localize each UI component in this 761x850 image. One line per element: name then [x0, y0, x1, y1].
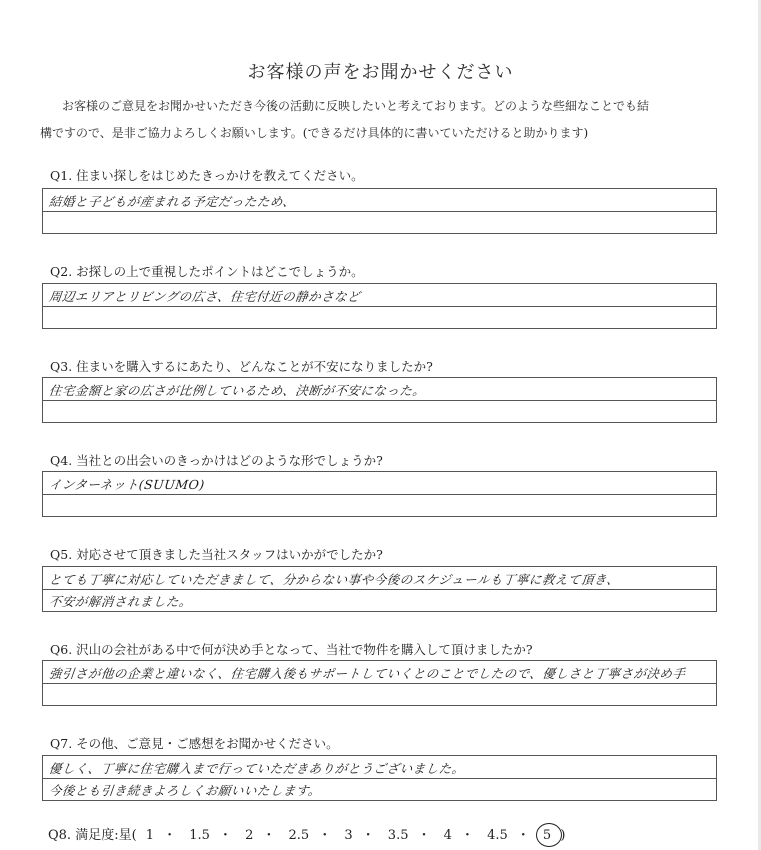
rating-separator: ・ — [163, 828, 177, 843]
answer-5-box — [42, 566, 717, 612]
rating-option-2[interactable]: 2 — [245, 828, 254, 843]
answer-ruled-line — [43, 211, 716, 212]
question-2-label: Q2. お探しの上で重視したポイントはどこでしょうか。 — [50, 264, 364, 279]
answer-6-box — [42, 660, 717, 706]
page-title: お客様の声をお聞かせください — [247, 62, 514, 83]
answer-ruled-line — [43, 494, 716, 495]
question-7-label: Q7. その他、ご意見・ご感想をお聞かせください。 — [50, 736, 339, 751]
question-1-label: Q1. 住まい探しをはじめたきっかけを教えてください。 — [50, 168, 364, 183]
rating-separator: ・ — [262, 828, 276, 843]
rating-option-2-5[interactable]: 2.5 — [288, 828, 310, 843]
answer-7-line-2: 今後とも引き続きよろしくお願いいたします。 — [48, 783, 322, 798]
answer-2-box — [42, 283, 717, 329]
rating-option-3-5[interactable]: 3.5 — [387, 828, 409, 843]
answer-ruled-line — [43, 306, 716, 307]
rating-option-4-5[interactable]: 4.5 — [487, 828, 508, 843]
answer-6-line-1: 強引さが他の企業と違いなく、住宅購入後もサポートしていくとのことでしたので、優しさと丁寧さが決め手 — [48, 666, 687, 681]
rating-option-5-selected[interactable] — [543, 828, 551, 843]
rating-label: Q8. 満足度:星( — [48, 828, 137, 843]
answer-5-line-2: 不安が解消されました。 — [48, 594, 193, 609]
rating-option-5-value: 5 — [542, 828, 552, 843]
rating-option-4[interactable]: 4 — [443, 828, 452, 843]
answer-5-line-1: とても丁寧に対応していただきまして、分からない事や今後のスケジュールも丁寧に教えて頂き、 — [48, 572, 621, 587]
answer-7-line-1: 優しく、丁寧に住宅購入まで行っていただきありがとうございました。 — [48, 761, 466, 776]
rating-option-1-5[interactable]: 1.5 — [189, 828, 210, 843]
question-3-label: Q3. 住まいを購入するにあたり、どんなことが不安になりましたか? — [50, 359, 433, 374]
answer-4-box — [42, 471, 717, 517]
answer-ruled-line — [43, 778, 716, 779]
rating-separator: ・ — [318, 828, 332, 843]
rating-separator: ・ — [361, 828, 375, 843]
answer-4-line-1: インターネット(SUUMO) — [48, 477, 206, 492]
intro-line-2: 構ですので、是非ご協力よろしくお願いします。(できるだけ具体的に書いていただけると助かります) — [40, 126, 589, 140]
answer-1-line-1: 結婚と子どもが産まれる予定だったため、 — [48, 194, 297, 209]
rating-separator: ・ — [460, 828, 474, 843]
answer-1-box — [42, 188, 717, 234]
question-4-label: Q4. 当社との出会いのきっかけはどのような形でしょうか? — [50, 453, 383, 468]
question-5-label: Q5. 対応させて頂きました当社スタッフはいかがでしたか? — [50, 547, 383, 562]
answer-ruled-line — [43, 589, 716, 590]
question-6-label: Q6. 沢山の会社がある中で何が決め手となって、当社で物件を購入して頂けましたか? — [50, 642, 533, 657]
answer-ruled-line — [43, 400, 716, 401]
answer-3-box — [42, 377, 717, 423]
rating-close-paren: ) — [560, 828, 566, 843]
selected-circle-mark — [536, 823, 562, 847]
rating-separator: ・ — [218, 828, 232, 843]
answer-3-line-1: 住宅金額と家の広さが比例しているため、決断が不安になった。 — [48, 383, 427, 398]
answer-ruled-line — [43, 683, 716, 684]
answer-2-line-1: 周辺エリアとリビングの広さ、住宅付近の静かさなど — [48, 289, 362, 304]
intro-line-1: お客様のご意見をお聞かせいただき今後の活動に反映したいと考えております。どのような些細なことでも結 — [62, 99, 650, 113]
satisfaction-rating — [48, 824, 565, 843]
rating-option-3[interactable]: 3 — [344, 828, 353, 843]
rating-separator: ・ — [417, 828, 431, 843]
rating-option-1[interactable]: 1 — [145, 828, 155, 843]
rating-separator: ・ — [516, 828, 530, 843]
answer-7-box — [42, 755, 717, 801]
